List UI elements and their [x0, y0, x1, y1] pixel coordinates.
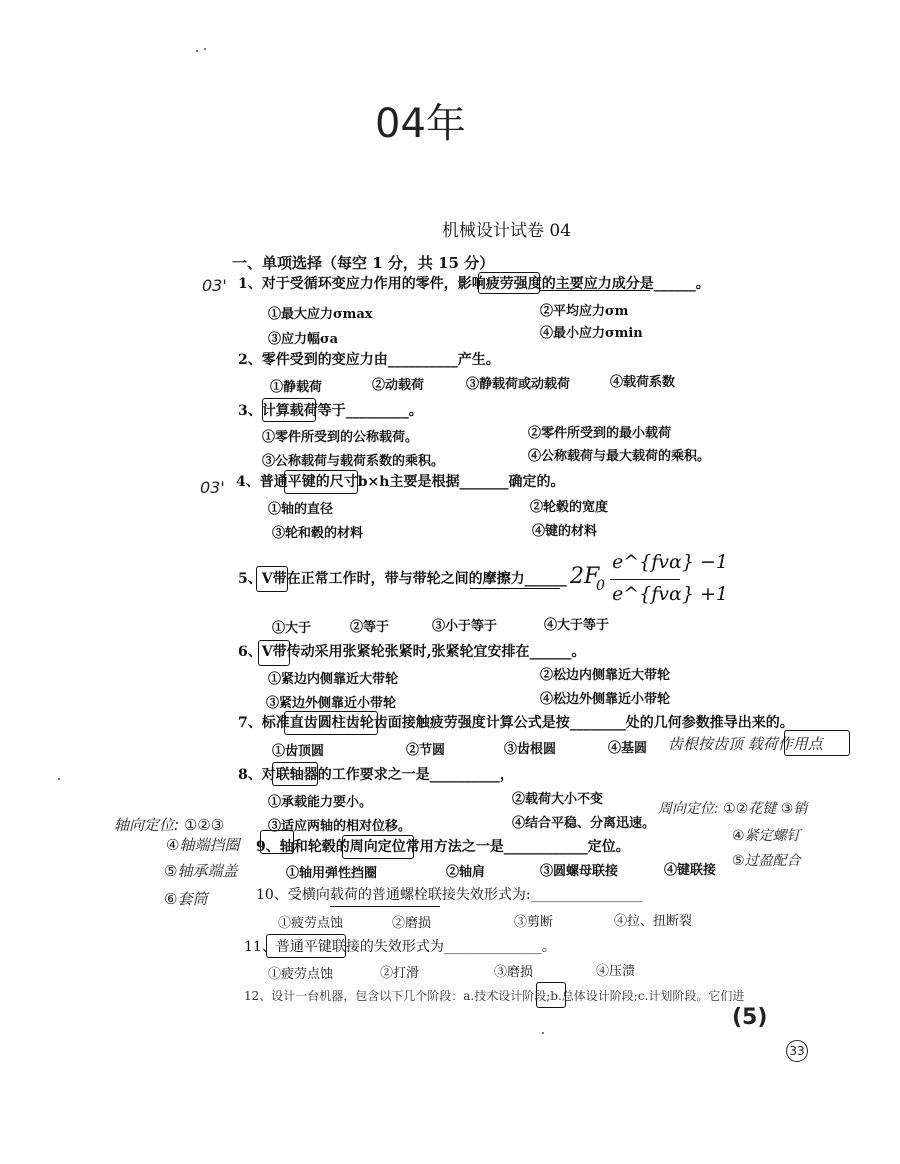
scan-speck [196, 50, 198, 52]
q4-option-4: ④键的材料 [532, 524, 598, 539]
q5-option-3: ③小于等于 [432, 619, 498, 634]
q7-option-3: ③齿根圆 [504, 742, 557, 757]
handwritten-page-mark: (5) [732, 1005, 768, 1030]
mark-box-q12 [536, 982, 566, 1008]
q7-option-2: ②节圆 [406, 743, 446, 758]
scan-speck [204, 48, 206, 50]
mark-box-gear [284, 711, 378, 735]
q9-option-1: ①轴用弹性挡圈 [286, 866, 378, 881]
mark-box-key [284, 470, 358, 494]
q1-option-1: ①最大应力σmax [268, 307, 373, 322]
handwritten-year: 04年 [375, 101, 466, 147]
q5-option-1: ①大于 [272, 621, 312, 636]
question-7: 7、标准直齿圆柱齿轮齿面接触疲劳强度计算公式是按________处的几何参数推导出来的。 [238, 715, 794, 731]
q7-option-4: ④基圆 [608, 741, 648, 756]
q9-option-3: ③圆螺母联接 [540, 864, 619, 879]
question-4: 4、普通平键的尺寸b×h主要是根据_______确定的。 [236, 474, 565, 490]
q8-option-3: ③适应两轴的相对位移。 [268, 819, 412, 834]
mark-underline-friction [470, 588, 560, 589]
question-6: 6、V带传动采用张紧轮张紧时,张紧轮宜安排在______。 [238, 644, 586, 660]
mark-box-fatigue [478, 272, 540, 294]
q8-option-4: ④结合平稳、分离迅速。 [512, 816, 656, 831]
q6-option-2: ②松边内侧靠近大带轮 [540, 668, 671, 683]
mark-box-q9-option-1 [260, 830, 294, 854]
question-11: 11、普通平键联接的失效形式为______________。 [244, 939, 556, 955]
q11-option-1: ①疲劳点蚀 [268, 967, 334, 982]
formula-subscript: 0 [596, 578, 605, 594]
q3-option-2: ②零件所受到的最小载荷 [528, 426, 672, 441]
handwritten-note-right-item-1: ④紧定螺钉 [732, 828, 801, 844]
mark-box-vbelt-6 [258, 640, 290, 666]
q3-option-1: ①零件所受到的公称载荷。 [262, 430, 419, 445]
formula-numerator: e^{fvα} −1 [612, 551, 728, 573]
question-10: 10、受横向载荷的普通螺栓联接失效形式为:________________ [256, 887, 643, 903]
question-8: 8、对联轴器的工作要求之一是__________， [238, 767, 514, 783]
handwritten-note-left-item-2: ⑤轴承端盖 [164, 862, 238, 880]
mark-box-coupling [272, 762, 318, 786]
formula-denominator: e^{fvα} +1 [612, 583, 728, 605]
page-number-circled: 33 [786, 1040, 808, 1062]
q10-option-2: ②磨损 [392, 916, 432, 931]
q9-option-4: ④键联接 [664, 863, 717, 878]
handwritten-note-left-item-1: ④轴端挡圈 [166, 836, 240, 854]
question-3: 3、计算载荷等于_________。 [238, 403, 423, 419]
q10-option-4: ④拉、扭断裂 [614, 914, 693, 929]
q2-option-1: ①静载荷 [270, 380, 323, 395]
q10-option-3: ③剪断 [514, 915, 554, 930]
q7-option-1: ①齿顶圆 [272, 744, 325, 759]
scan-speck [542, 1032, 544, 1034]
q4-option-1: ①轴的直径 [268, 502, 334, 517]
mark-box-circumferential [342, 835, 414, 859]
mark-box-flat-key [266, 934, 346, 958]
question-12: 12、设计一台机器，包含以下几个阶段：a.技术设计阶段;b.总体设计阶段;c.计划阶段。它们进 [244, 989, 745, 1003]
q6-option-4: ④松边外侧靠近小带轮 [540, 692, 671, 707]
q5-option-2: ②等于 [350, 620, 390, 635]
q5-option-4: ④大于等于 [544, 618, 610, 633]
q11-option-3: ③磨损 [494, 965, 534, 980]
handwritten-note-q7: 齿根按齿顶 载荷作用点 [668, 735, 823, 753]
mark-box-load [262, 398, 316, 422]
scan-speck [58, 778, 60, 780]
q4-option-2: ②轮毂的宽度 [530, 500, 609, 515]
mark-underline-bolt [330, 906, 440, 907]
q9-option-2: ②轴肩 [446, 865, 486, 880]
handwritten-mark-03-a: 03' [202, 276, 227, 295]
page-title: 机械设计试卷 04 [442, 221, 572, 241]
handwritten-note-axial: 轴向定位: ①②③ [114, 816, 225, 834]
q1-option-4: ④最小应力σmin [540, 326, 643, 341]
mark-box-q7-note [784, 730, 850, 756]
q8-option-2: ②载荷大小不变 [512, 792, 604, 807]
q10-option-1: ①疲劳点蚀 [278, 916, 344, 931]
q11-option-4: ④压溃 [596, 964, 636, 979]
section-heading: 一、单项选择（每空 1 分，共 15 分） [232, 254, 495, 272]
q6-option-3: ③紧边外侧靠近小带轮 [266, 696, 397, 711]
mark-underline-q1 [540, 290, 650, 291]
formula-fraction-bar [610, 579, 680, 580]
q2-option-2: ②动载荷 [372, 378, 425, 393]
q3-option-4: ④公称载荷与最大载荷的乘积。 [528, 449, 711, 464]
q2-option-3: ③静载荷或动载荷 [466, 377, 571, 392]
handwritten-mark-03-b: 03' [200, 478, 225, 497]
q6-option-1: ①紧边内侧靠近大带轮 [268, 672, 399, 687]
question-5: 5、V带在正常工作时，带与带轮之间的摩擦力______ [238, 571, 567, 587]
q4-option-3: ③轮和毂的材料 [272, 526, 364, 541]
q8-option-1: ①承载能力要小。 [268, 795, 373, 810]
q1-option-2: ②平均应力σm [540, 304, 629, 319]
q2-option-4: ④载荷系数 [610, 375, 676, 390]
handwritten-note-circumferential: 周向定位: ①②花键 ③销 [658, 801, 808, 817]
q1-option-3: ③应力幅σa [268, 332, 339, 347]
handwritten-note-right-item-2: ⑤过盈配合 [732, 853, 801, 869]
question-1: 1、对于受循环变应力作用的零件，影响疲劳强度的主要应力成分是______。 [238, 276, 710, 292]
q11-option-2: ②打滑 [380, 966, 420, 981]
formula-coefficient: 2F [570, 564, 600, 589]
question-2: 2、零件受到的变应力由__________产生。 [238, 352, 500, 368]
mark-box-vbelt-5 [256, 566, 288, 592]
q3-option-3: ③公称载荷与载荷系数的乘积。 [262, 454, 445, 469]
question-9: 9、轴和轮毂的周向定位常用方法之一是____________定位。 [256, 839, 630, 855]
handwritten-note-left-item-3: ⑥套筒 [164, 890, 208, 908]
